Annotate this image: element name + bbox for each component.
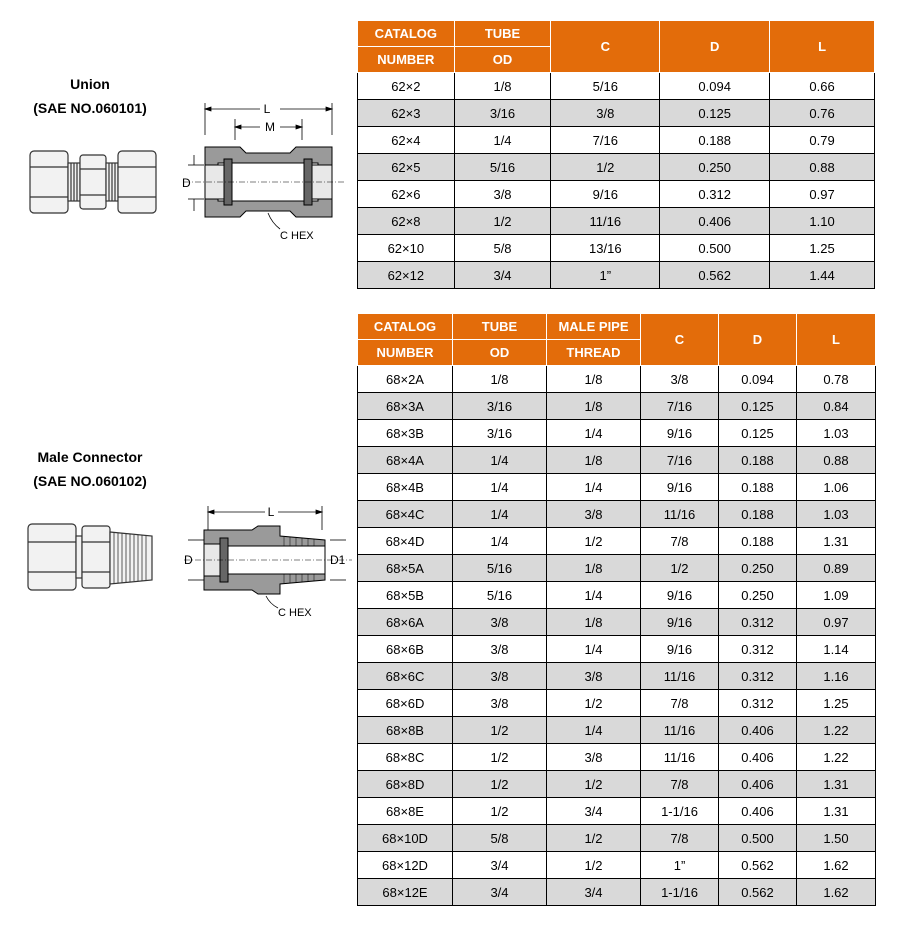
union-section-drawing [180,95,350,245]
table-cell-d: 0.125 [719,420,797,447]
table-cell-d: 0.312 [660,181,770,208]
table-cell-catalog: 68×4D [358,528,453,555]
table-cell-pipe-thread: 1/4 [547,474,641,501]
table-cell-pipe-thread: 1/2 [547,690,641,717]
table-cell-c: 7/16 [551,127,660,154]
table-row [358,690,876,717]
table-cell-d: 0.188 [660,127,770,154]
male-title-block [10,445,170,493]
table-cell-c: 11/16 [641,663,719,690]
table-row [358,609,876,636]
union-header-number: NUMBER [358,47,455,73]
table-row [358,582,876,609]
table-cell-c: 1-1/16 [641,798,719,825]
table-cell-pipe-thread: 1/8 [547,555,641,582]
table-cell-d: 0.188 [719,474,797,501]
table-row [358,393,876,420]
table-cell-c: 7/16 [641,447,719,474]
table-cell-tube-od: 5/16 [453,555,547,582]
table-row [358,879,876,906]
table-cell-catalog: 68×3B [358,420,453,447]
table-cell-catalog: 62×6 [358,181,455,208]
male-header-thread: THREAD [547,340,641,366]
table-cell-l: 1.50 [797,825,876,852]
table-cell-c: 9/16 [641,582,719,609]
table-cell-l: 1.62 [797,879,876,906]
table-cell-catalog: 62×2 [358,73,455,100]
table-cell-l: 0.78 [797,366,876,393]
table-cell-tube-od: 3/8 [453,663,547,690]
table-row [358,154,875,181]
table-cell-d: 0.250 [719,555,797,582]
union-title: Union [70,76,110,92]
table-row [358,528,876,555]
table-cell-tube-od: 1/4 [454,127,551,154]
table-cell-l: 0.97 [770,181,875,208]
table-cell-pipe-thread: 1/4 [547,582,641,609]
table-cell-c: 5/16 [551,73,660,100]
table-cell-d: 0.562 [719,852,797,879]
table-cell-catalog: 68×4B [358,474,453,501]
union-sae-number: (SAE NO.060101) [33,100,147,116]
table-cell-c: 1/2 [551,154,660,181]
table-cell-pipe-thread: 1/4 [547,717,641,744]
table-cell-d: 0.406 [719,717,797,744]
male-header-catalog: CATALOG [358,314,453,340]
table-cell-c: 1-1/16 [641,879,719,906]
table-cell-pipe-thread: 1/2 [547,852,641,879]
table-cell-tube-od: 1/8 [453,366,547,393]
table-cell-c: 9/16 [641,609,719,636]
table-cell-l: 0.88 [770,154,875,181]
table-cell-d: 0.125 [719,393,797,420]
table-cell-d: 0.562 [719,879,797,906]
table-cell-c: 3/8 [641,366,719,393]
male-dim-D: D [184,553,193,567]
table-cell-l: 1.44 [770,262,875,289]
male-header-number: NUMBER [358,340,453,366]
table-cell-c: 13/16 [551,235,660,262]
table-cell-catalog: 68×4A [358,447,453,474]
table-cell-l: 1.25 [770,235,875,262]
table-cell-c: 7/8 [641,690,719,717]
table-cell-catalog: 68×8E [358,798,453,825]
table-cell-l: 0.76 [770,100,875,127]
table-cell-tube-od: 5/8 [454,235,551,262]
table-cell-l: 0.88 [797,447,876,474]
table-cell-d: 0.250 [719,582,797,609]
male-header-od: OD [453,340,547,366]
table-cell-tube-od: 3/4 [453,852,547,879]
table-cell-l: 0.79 [770,127,875,154]
table-cell-c: 11/16 [641,717,719,744]
table-cell-c: 3/8 [551,100,660,127]
table-cell-l: 1.31 [797,771,876,798]
table-cell-tube-od: 1/4 [453,447,547,474]
table-cell-l: 1.10 [770,208,875,235]
union-table [357,20,875,289]
table-row [358,366,876,393]
table-cell-tube-od: 1/2 [453,717,547,744]
table-row [358,501,876,528]
table-cell-catalog: 68×10D [358,825,453,852]
table-cell-l: 1.14 [797,636,876,663]
table-cell-d: 0.500 [660,235,770,262]
male-dim-L: L [267,505,275,519]
table-cell-c: 11/16 [551,208,660,235]
table-cell-tube-od: 1/2 [453,798,547,825]
table-cell-tube-od: 3/8 [454,181,551,208]
table-cell-c: 1” [641,852,719,879]
table-cell-tube-od: 3/4 [453,879,547,906]
table-row [358,420,876,447]
union-header-tube: TUBE [454,21,551,47]
table-cell-pipe-thread: 1/2 [547,771,641,798]
table-cell-tube-od: 1/2 [453,771,547,798]
table-row [358,717,876,744]
table-cell-l: 0.89 [797,555,876,582]
table-cell-catalog: 68×8D [358,771,453,798]
table-cell-c: 7/8 [641,825,719,852]
table-cell-c: 9/16 [641,474,719,501]
table-cell-pipe-thread: 3/4 [547,879,641,906]
table-row [358,73,875,100]
table-cell-l: 1.03 [797,501,876,528]
table-cell-tube-od: 3/16 [454,100,551,127]
table-cell-catalog: 68×8C [358,744,453,771]
table-row [358,474,876,501]
table-cell-pipe-thread: 1/8 [547,393,641,420]
table-cell-l: 0.84 [797,393,876,420]
table-cell-d: 0.500 [719,825,797,852]
male-section-drawing [180,500,355,625]
table-cell-c: 9/16 [641,636,719,663]
table-row [358,235,875,262]
table-cell-l: 0.66 [770,73,875,100]
table-cell-tube-od: 3/8 [453,690,547,717]
male-table [357,313,876,906]
table-cell-pipe-thread: 1/4 [547,420,641,447]
table-cell-l: 1.09 [797,582,876,609]
table-cell-c: 7/16 [641,393,719,420]
table-cell-catalog: 68×6C [358,663,453,690]
male-header-c: C [641,314,719,366]
union-header-d: D [660,21,770,73]
table-row [358,825,876,852]
union-header-catalog: CATALOG [358,21,455,47]
male-header-pipe: MALE PIPE [547,314,641,340]
table-cell-catalog: 62×12 [358,262,455,289]
table-row [358,181,875,208]
table-cell-d: 0.312 [719,663,797,690]
table-row [358,555,876,582]
table-cell-catalog: 68×2A [358,366,453,393]
table-cell-d: 0.094 [719,366,797,393]
table-cell-catalog: 68×12E [358,879,453,906]
table-cell-c: 11/16 [641,744,719,771]
table-cell-pipe-thread: 3/8 [547,501,641,528]
table-cell-l: 1.03 [797,420,876,447]
table-cell-pipe-thread: 1/2 [547,825,641,852]
table-row [358,852,876,879]
table-row [358,744,876,771]
table-cell-l: 1.16 [797,663,876,690]
table-row [358,100,875,127]
table-cell-tube-od: 1/4 [453,501,547,528]
union-dim-L: L [263,102,271,116]
table-row [358,447,876,474]
table-cell-l: 1.22 [797,744,876,771]
male-header-d: D [719,314,797,366]
table-cell-c: 7/8 [641,528,719,555]
table-cell-pipe-thread: 3/8 [547,744,641,771]
table-cell-tube-od: 1/4 [453,474,547,501]
table-cell-d: 0.312 [719,636,797,663]
table-cell-catalog: 68×6A [358,609,453,636]
male-title: Male Connector [37,449,143,465]
table-cell-tube-od: 5/16 [453,582,547,609]
union-dim-D: D [182,176,191,190]
table-cell-l: 1.31 [797,798,876,825]
table-cell-l: 1.31 [797,528,876,555]
table-cell-pipe-thread: 1/4 [547,636,641,663]
union-dim-hex: C HEX [280,230,314,242]
table-row [358,771,876,798]
table-cell-pipe-thread: 3/8 [547,663,641,690]
table-cell-d: 0.406 [719,798,797,825]
table-row [358,262,875,289]
table-cell-catalog: 68×12D [358,852,453,879]
table-cell-c: 7/8 [641,771,719,798]
table-row [358,798,876,825]
table-cell-catalog: 62×4 [358,127,455,154]
table-cell-l: 1.62 [797,852,876,879]
table-row [358,127,875,154]
union-title-block [10,72,170,120]
table-cell-c: 11/16 [641,501,719,528]
table-cell-catalog: 62×5 [358,154,455,181]
table-cell-catalog: 62×8 [358,208,455,235]
table-cell-pipe-thread: 1/8 [547,609,641,636]
table-cell-tube-od: 1/2 [454,208,551,235]
male-header-tube: TUBE [453,314,547,340]
union-header-od: OD [454,47,551,73]
table-cell-l: 1.22 [797,717,876,744]
table-cell-d: 0.312 [719,609,797,636]
table-cell-catalog: 68×6D [358,690,453,717]
table-row [358,663,876,690]
male-header-l: L [797,314,876,366]
table-cell-pipe-thread: 3/4 [547,798,641,825]
table-row [358,208,875,235]
table-cell-d: 0.188 [719,447,797,474]
table-cell-tube-od: 3/8 [453,636,547,663]
table-cell-tube-od: 3/8 [453,609,547,636]
union-fitting-image [28,145,158,220]
table-row [358,636,876,663]
table-cell-tube-od: 3/4 [454,262,551,289]
table-cell-c: 1” [551,262,660,289]
table-cell-tube-od: 3/16 [453,420,547,447]
table-cell-c: 1/2 [641,555,719,582]
table-cell-catalog: 68×8B [358,717,453,744]
table-cell-tube-od: 5/8 [453,825,547,852]
male-sae-number: (SAE NO.060102) [33,473,147,489]
table-cell-pipe-thread: 1/2 [547,528,641,555]
table-cell-l: 0.97 [797,609,876,636]
table-cell-d: 0.406 [719,771,797,798]
table-cell-tube-od: 3/16 [453,393,547,420]
table-cell-catalog: 68×6B [358,636,453,663]
table-cell-catalog: 62×10 [358,235,455,262]
union-header-l: L [770,21,875,73]
table-cell-catalog: 62×3 [358,100,455,127]
male-connector-image [26,518,156,598]
table-cell-tube-od: 1/8 [454,73,551,100]
table-cell-d: 0.188 [719,501,797,528]
table-cell-d: 0.250 [660,154,770,181]
male-dim-D1: D1 [330,553,346,567]
table-cell-tube-od: 1/4 [453,528,547,555]
male-dim-hex: C HEX [278,607,312,619]
table-cell-catalog: 68×3A [358,393,453,420]
table-cell-d: 0.094 [660,73,770,100]
table-cell-tube-od: 1/2 [453,744,547,771]
table-cell-pipe-thread: 1/8 [547,366,641,393]
table-cell-c: 9/16 [551,181,660,208]
table-cell-d: 0.406 [719,744,797,771]
table-cell-catalog: 68×4C [358,501,453,528]
table-cell-tube-od: 5/16 [454,154,551,181]
table-cell-d: 0.406 [660,208,770,235]
union-header-c: C [551,21,660,73]
table-cell-d: 0.188 [719,528,797,555]
table-cell-d: 0.562 [660,262,770,289]
table-cell-pipe-thread: 1/8 [547,447,641,474]
union-dim-M: M [265,120,275,134]
table-cell-l: 1.06 [797,474,876,501]
table-cell-c: 9/16 [641,420,719,447]
table-cell-catalog: 68×5A [358,555,453,582]
table-cell-catalog: 68×5B [358,582,453,609]
table-cell-d: 0.125 [660,100,770,127]
table-cell-d: 0.312 [719,690,797,717]
table-cell-l: 1.25 [797,690,876,717]
